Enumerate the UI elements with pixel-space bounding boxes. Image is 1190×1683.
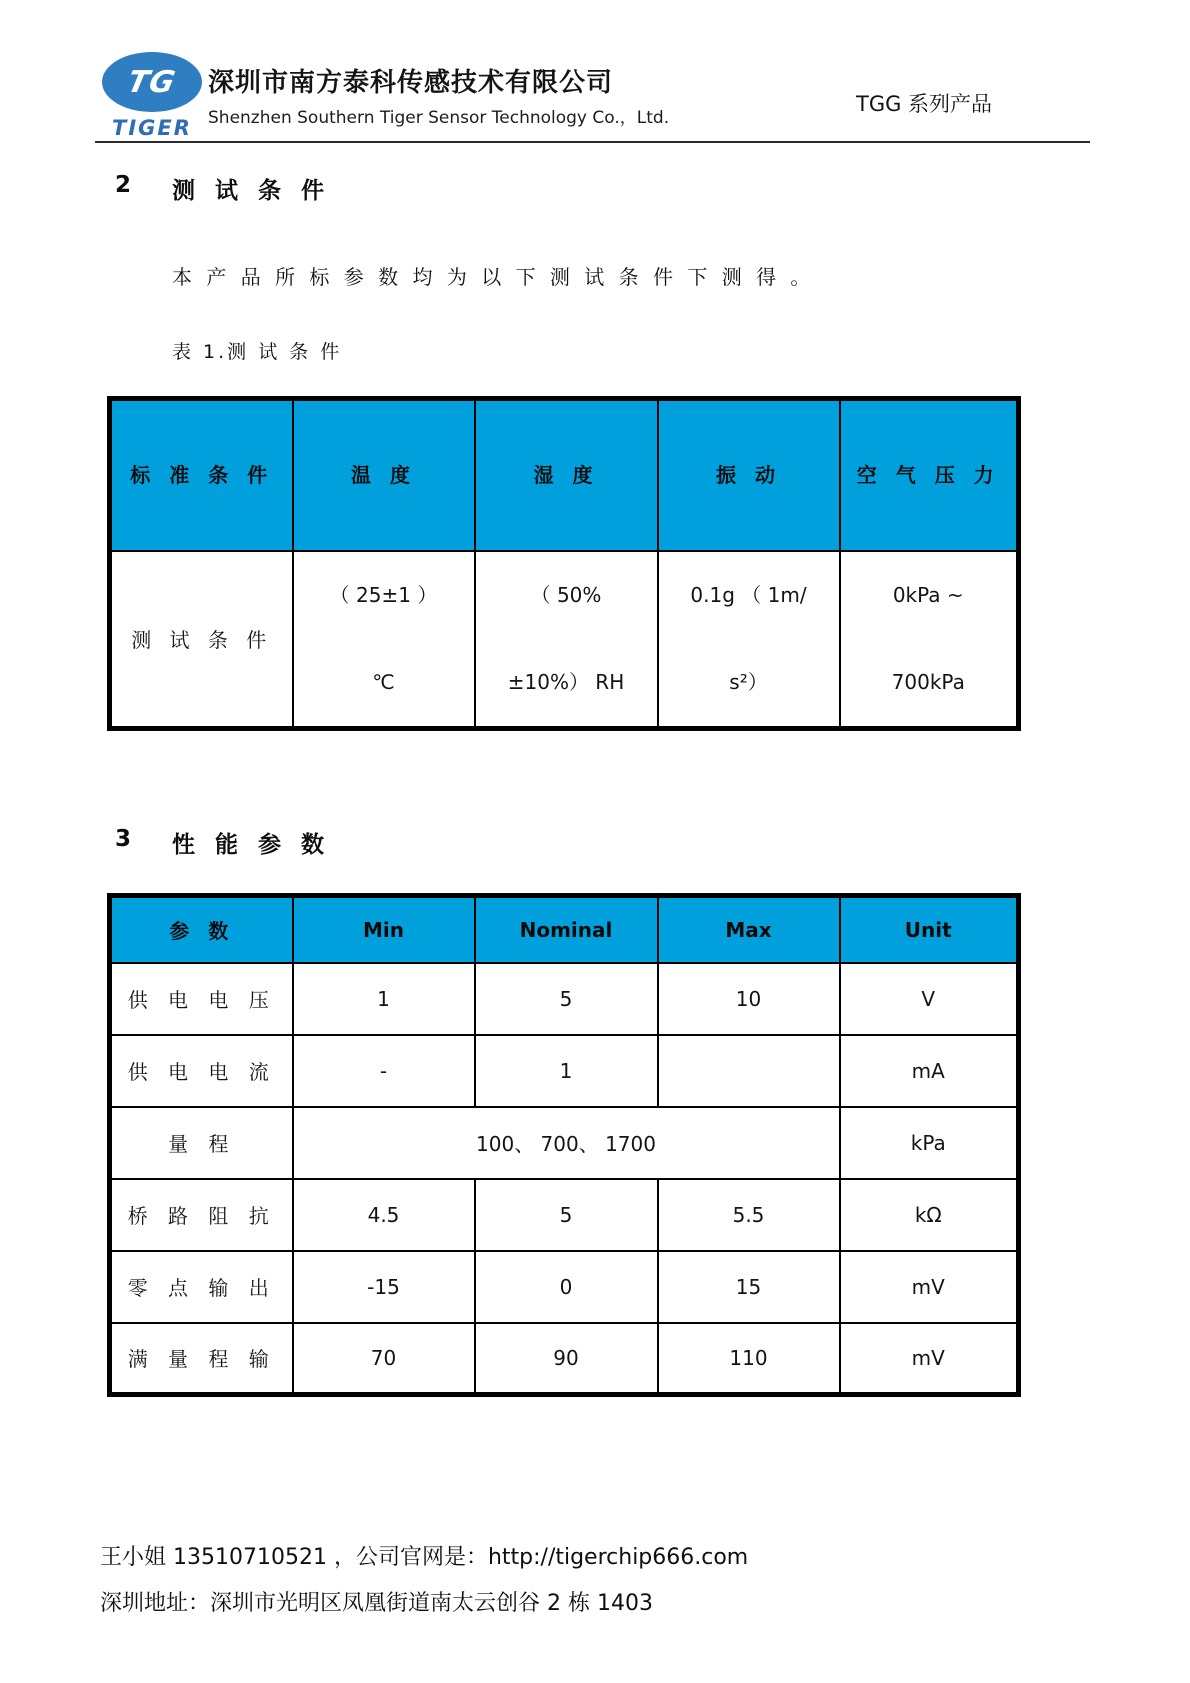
cell-air-pressure [840,551,1019,729]
param-max [658,1035,840,1107]
header-air-pressure: 空 气 压 力 [840,399,1019,551]
table-row [110,1251,1019,1323]
param-min: 1 [293,963,475,1035]
param-max: 15 [658,1251,840,1323]
section-2-number: 2 [115,172,132,198]
header-humidity: 湿 度 [475,399,658,551]
param-label: 量 程 [110,1107,293,1179]
param-label: 桥 路 阻 抗 [110,1179,293,1251]
vibration-line2: s²） [729,669,768,694]
section-2-paragraph: 本 产 品 所 标 参 数 均 为 以 下 测 试 条 件 下 测 得 。 [172,265,815,289]
param-nominal: 90 [475,1323,658,1395]
param-min: 70 [293,1323,475,1395]
temperature-line2: ℃ [372,669,395,694]
air-pressure-line2: 700kPa [891,669,965,694]
header-standard-conditions: 标 准 条 件 [110,399,293,551]
table-row [110,963,1019,1035]
humidity-line2: ±10%） RH [507,669,625,694]
test-conditions-data-row [110,551,1019,729]
perf-header-row [110,896,1019,963]
param-nominal: 5 [475,1179,658,1251]
param-unit: mA [840,1035,1019,1107]
param-min: - [293,1035,475,1107]
param-min: 4.5 [293,1179,475,1251]
product-series-label: TGG 系列产品 [856,92,993,116]
param-label: 零 点 输 出 [110,1251,293,1323]
section-2-heading [115,172,330,205]
header-divider [95,141,1090,143]
table-row [110,1323,1019,1395]
cell-row-label: 测 试 条 件 [110,551,293,729]
param-unit: mV [840,1323,1019,1395]
header-min: Min [293,896,475,963]
temperature-line1: （ 25±1 ） [329,582,438,607]
section-3-heading [115,826,330,859]
company-name-en: Shenzhen Southern Tiger Sensor Technology Co.，Ltd. [208,108,670,128]
company-logo [98,52,206,140]
vibration-line1: 0.1g （ 1m/ [690,582,807,607]
param-max: 5.5 [658,1179,840,1251]
header-max: Max [658,896,840,963]
header-unit: Unit [840,896,1019,963]
company-name-cn: 深圳市南方泰科传感技术有限公司 [208,68,614,98]
table-row [110,1035,1019,1107]
test-conditions-header-row [110,399,1019,551]
param-unit: kΩ [840,1179,1019,1251]
header-vibration: 振 动 [658,399,840,551]
footer-address-line: 深圳地址：深圳市光明区凤凰街道南太云创谷 2 栋 1403 [100,1591,653,1616]
cell-temperature [293,551,475,729]
param-min: -15 [293,1251,475,1323]
header-nominal: Nominal [475,896,658,963]
param-unit: mV [840,1251,1019,1323]
tiger-logo-icon [102,52,202,112]
section-3-number: 3 [115,826,132,852]
logo-monogram: TG [124,64,180,100]
param-label: 供 电 电 压 [110,963,293,1035]
header-temperature: 温 度 [293,399,475,551]
table-1-caption: 表 1.测 试 条 件 [172,341,343,363]
param-nominal: 1 [475,1035,658,1107]
param-label: 满 量 程 输 [110,1323,293,1395]
param-max: 10 [658,963,840,1035]
param-label: 供 电 电 流 [110,1035,293,1107]
param-unit: V [840,963,1019,1035]
cell-humidity [475,551,658,729]
air-pressure-line1: 0kPa ~ [892,582,964,607]
performance-parameters-table [107,893,1021,1397]
test-conditions-table [107,396,1021,731]
table-row [110,1107,1019,1179]
section-3-title: 性 能 参 数 [172,832,331,858]
footer-contact-line: 王小姐 13510710521 ，公司官网是：http://tigerchip666.com [100,1545,749,1570]
param-unit: kPa [840,1107,1019,1179]
section-2-title: 测 试 条 件 [172,178,331,204]
header-parameter: 参 数 [110,896,293,963]
param-max: 110 [658,1323,840,1395]
table-row [110,1179,1019,1251]
logo-brand-text: TIGER [112,116,192,140]
param-nominal: 5 [475,963,658,1035]
humidity-line1: （ 50% [530,582,602,607]
cell-vibration [658,551,840,729]
param-merged-range: 100、 700、 1700 [293,1107,840,1179]
param-nominal: 0 [475,1251,658,1323]
